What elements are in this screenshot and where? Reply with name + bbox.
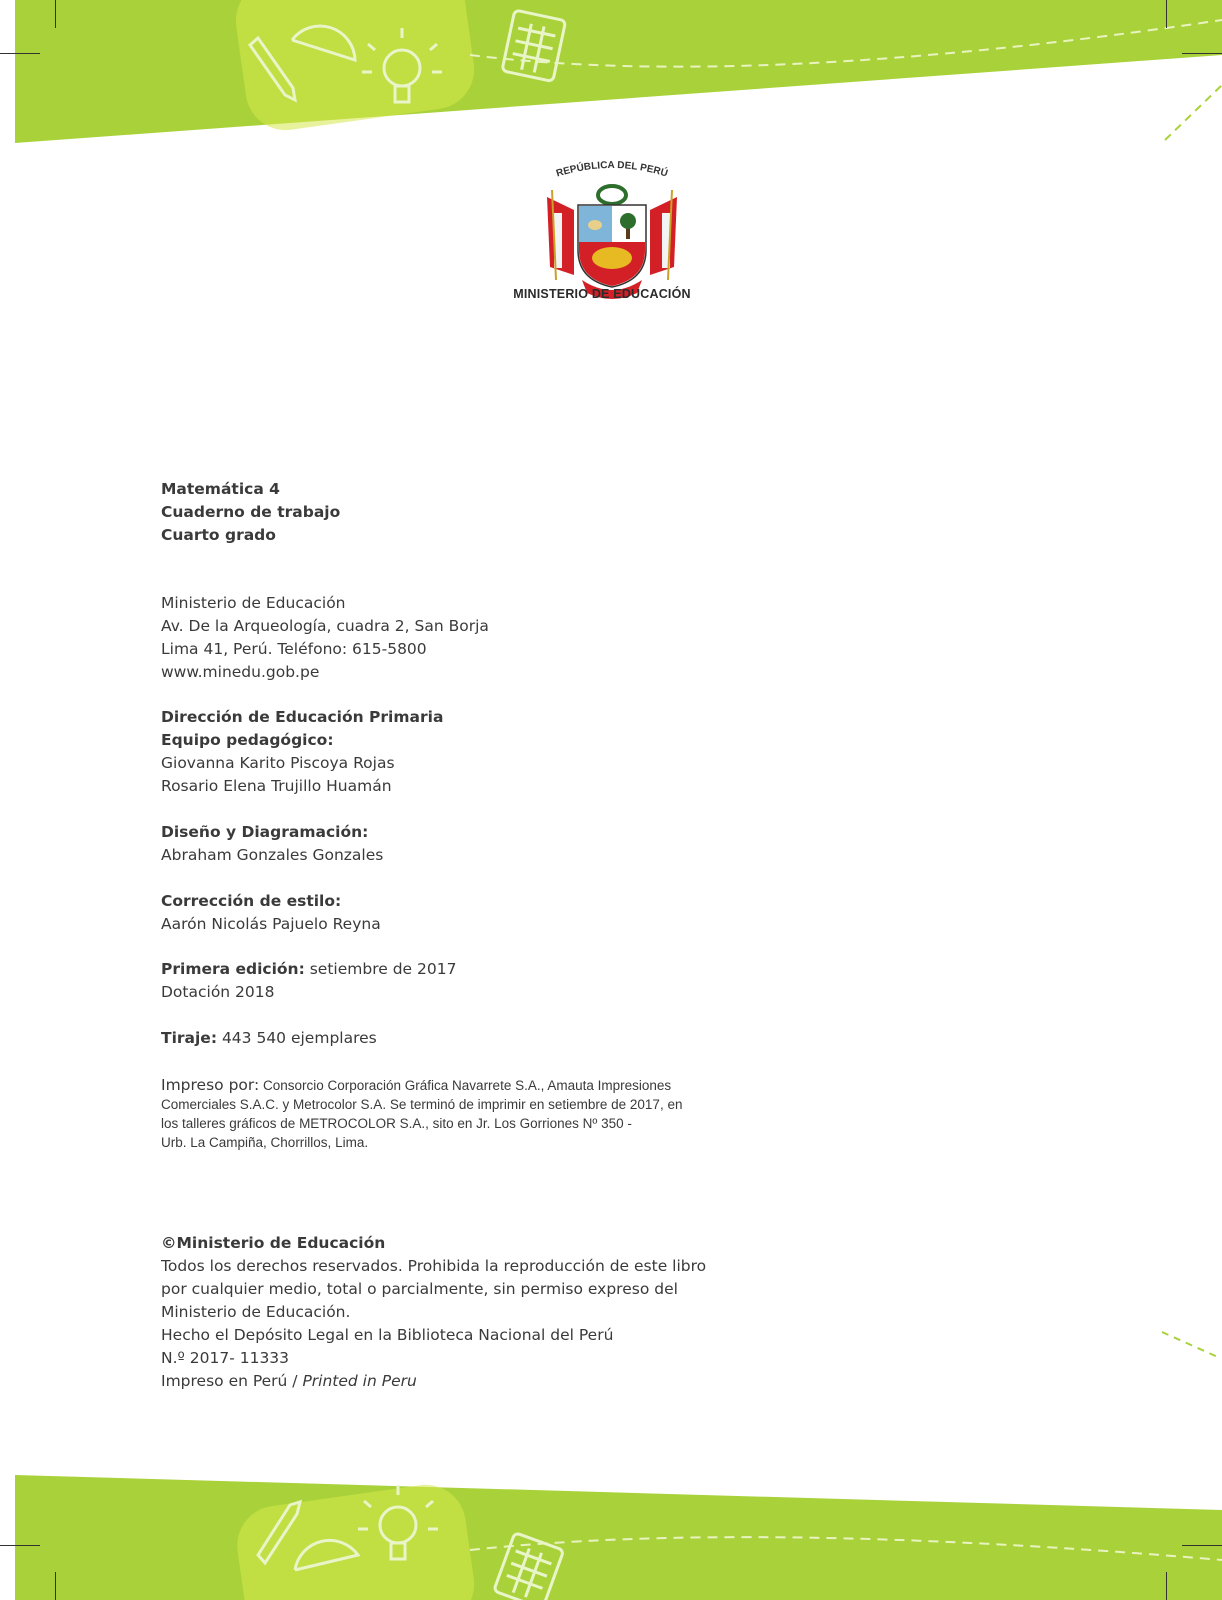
book-title: Matemática 4 [161,480,280,498]
credits-block [161,706,741,798]
printer-line: Comerciales S.A.C. y Metrocolor S.A. Se terminó de imprimir en setiembre de 2017, en [161,1097,683,1112]
crop-mark [1182,53,1222,54]
team-label: Equipo pedagógico: [161,731,334,749]
print-run-block [161,1027,741,1050]
crop-mark [1182,1545,1222,1546]
header-band [0,0,1222,160]
dotation: Dotación 2018 [161,983,275,1001]
style-label: Corrección de estilo: [161,892,342,910]
logo-arc-text: REPÚBLICA DEL PERÚ [555,159,669,180]
printer-line: Consorcio Corporación Gráfica Navarrete S.A., Amauta Impresiones [259,1078,672,1093]
style-name: Aarón Nicolás Pajuelo Reyna [161,915,381,933]
crop-mark [1166,0,1167,28]
print-run-label: Tiraje: [161,1029,218,1047]
crop-mark [1166,1572,1167,1600]
crop-mark [55,1572,56,1600]
crop-mark [0,53,40,54]
book-info [161,478,741,547]
edition-value: setiembre de 2017 [304,960,457,978]
edition-block [161,958,741,1004]
design-name: Abraham Gonzales Gonzales [161,846,384,864]
ministry-caption: MINISTERIO DE EDUCACIÓN [513,287,691,301]
book-grade: Cuarto grado [161,526,276,544]
style-block [161,890,741,936]
design-label: Diseño y Diagramación: [161,823,369,841]
legal-deposit: Hecho el Depósito Legal en la Biblioteca Nacional del Perú [161,1326,614,1344]
edition-label: Primera edición: [161,960,305,978]
printed-in-english: Printed in Peru [302,1372,417,1390]
publisher-website: www.minedu.gob.pe [161,663,320,681]
coat-of-arms-logo [512,155,712,305]
printer-block [161,1076,741,1152]
copyright-block [161,1232,741,1393]
publisher-address: Av. De la Arqueología, cuadra 2, San Borja [161,617,489,635]
side-dash-accent [1160,1330,1222,1360]
printer-line: Urb. La Campiña, Chorrillos, Lima. [161,1135,369,1150]
direction-label: Dirección de Educación Primaria [161,708,444,726]
publisher-city-phone: Lima 41, Perú. Teléfono: 615-5800 [161,640,427,658]
publisher-info [161,592,741,684]
printed-in: Impreso en Perú / [161,1372,303,1390]
printer-label: Impreso por: [161,1076,260,1094]
crop-mark [0,1545,40,1546]
printer-line: los talleres gráficos de METROCOLOR S.A., sito en Jr. Los Gorriones Nº 350 - [161,1116,632,1131]
publisher-name: Ministerio de Educación [161,594,346,612]
legal-deposit-number: N.º 2017- 11333 [161,1349,290,1367]
crop-mark [55,0,56,28]
copyright-notice: Todos los derechos reservados. Prohibida la reproducción de este libro por cualquier medio, total o parcialmente, sin permiso expreso del Ministerio de Educación. [161,1257,707,1321]
team-member: Giovanna Karito Piscoya Rojas [161,754,395,772]
print-run-value: 443 540 ejemplares [217,1029,377,1047]
copyright-holder: ©Ministerio de Educación [161,1234,386,1252]
design-block [161,821,741,867]
book-subtitle: Cuaderno de trabajo [161,503,341,521]
footer-band [0,1460,1222,1600]
team-member: Rosario Elena Trujillo Huamán [161,777,392,795]
